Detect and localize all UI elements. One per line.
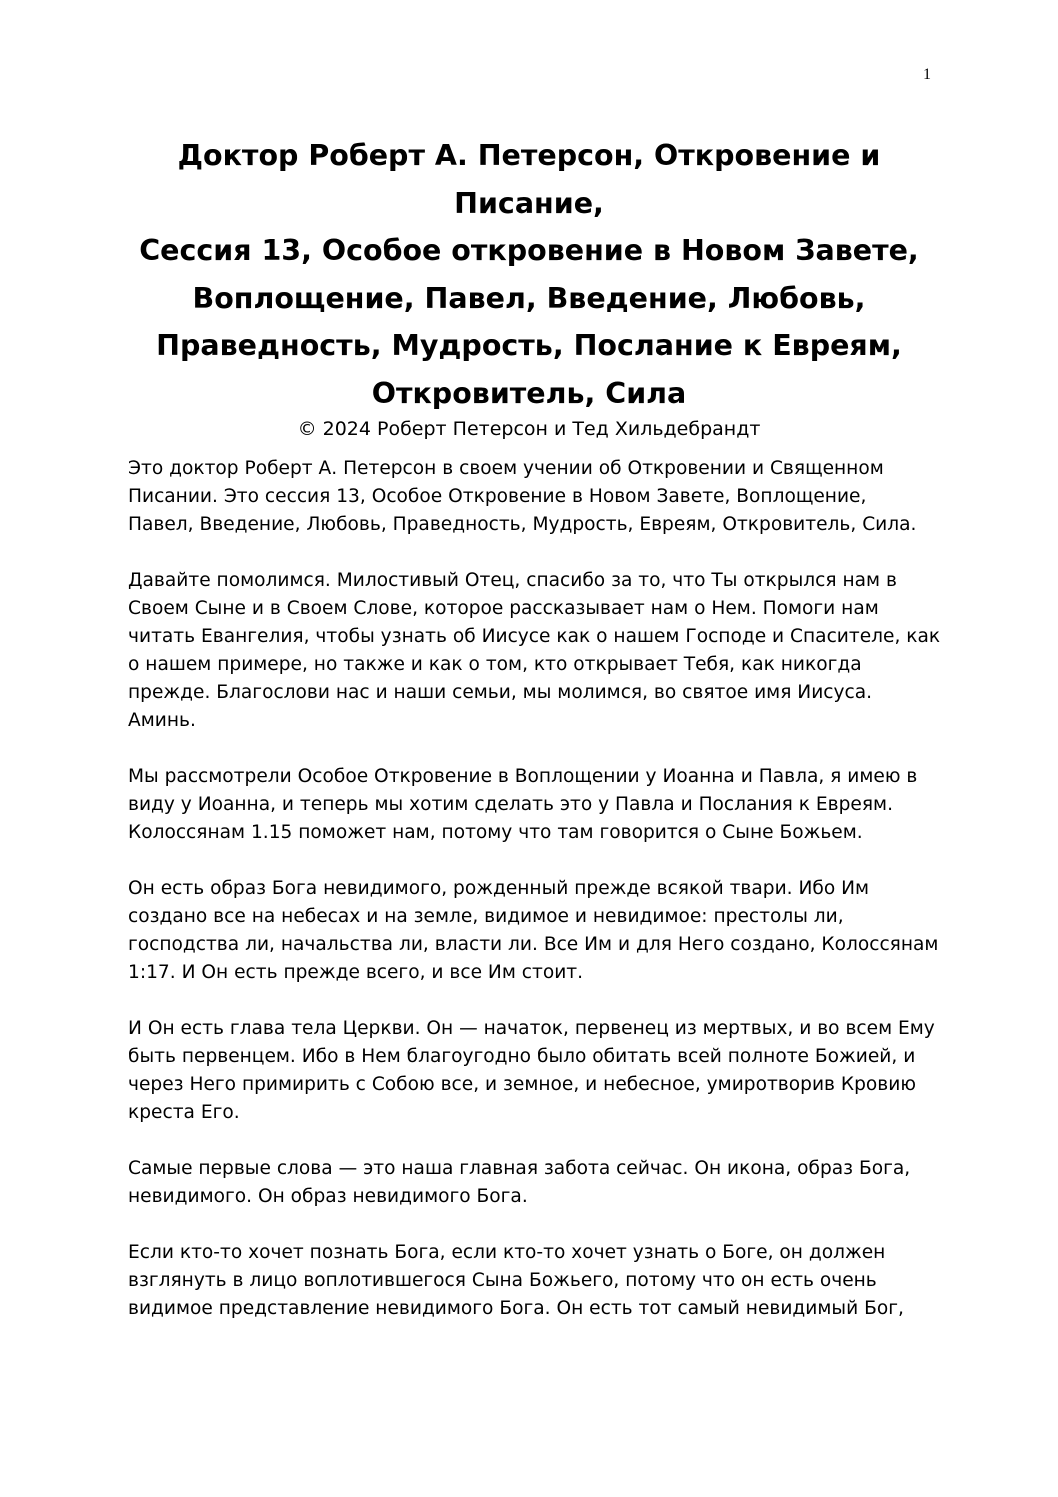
text-line: через Него примирить с Собою все, и земное, и небесное, умиротворив Кровию [128, 1074, 916, 1095]
text-line: 1:17. И Он есть прежде всего, и все Им стоит. [128, 962, 584, 983]
paragraph-first-words [128, 1155, 948, 1211]
text-line: Если кто-то хочет познать Бога, если кто-то хочет узнать о Боге, он должен [128, 1242, 886, 1263]
page-number: 1 [923, 66, 931, 83]
title-line: Сессия 13, Особое откровение в Новом Завете, [139, 234, 919, 267]
paragraph-scripture-1 [128, 875, 948, 987]
text-line: о нашем примере, но также и как о том, кто открывает Тебя, как никогда [128, 654, 862, 675]
text-line: читать Евангелия, чтобы узнать об Иисусе как о нашем Господе и Спасителе, как [128, 626, 941, 647]
title-line: Праведность, Мудрость, Послание к Евреям, [156, 329, 902, 362]
text-line: Павел, Введение, Любовь, Праведность, Мудрость, Евреям, Откровитель, Сила. [128, 514, 917, 535]
paragraph-colossians-intro [128, 763, 948, 847]
title-line: Откровитель, Сила [371, 376, 687, 410]
text-line: виду у Иоанна, и теперь мы хотим сделать это у Павла и Послания к Евреям. [128, 794, 893, 815]
text-line: видимое представление невидимого Бога. Он есть тот самый невидимый Бог, [128, 1298, 904, 1319]
text-line: Это доктор Роберт А. Петерсон в своем учении об Откровении и Священном [128, 458, 884, 479]
copyright-notice: © 2024 Роберт Петерсон и Тед Хильдебрандт [297, 418, 761, 440]
text-line: Мы рассмотрели Особое Откровение в Воплощении у Иоанна и Павла, я имею в [128, 766, 918, 787]
paragraph-scripture-2 [128, 1015, 948, 1127]
text-line: Писании. Это сессия 13, Особое Откровение в Новом Завете, Воплощение, [128, 486, 867, 507]
text-line: Аминь. [128, 710, 196, 731]
text-line: взглянуть в лицо воплотившегося Сына Божьего, потому что он есть очень [128, 1270, 877, 1291]
text-line: прежде. Благослови нас и наши семьи, мы молимся, во святое имя Иисуса. [128, 682, 873, 703]
text-line: господства ли, начальства ли, власти ли. Все Им и для Него создано, Колоссянам [128, 934, 939, 955]
text-line: И Он есть глава тела Церкви. Он — начаток, первенец из мертвых, и во всем Ему [128, 1018, 935, 1039]
text-line: креста Его. [128, 1102, 240, 1123]
text-line: Он есть образ Бога невидимого, рожденный прежде всякой твари. Ибо Им [128, 878, 870, 899]
title-line: Воплощение, Павел, Введение, Любовь, [192, 281, 866, 315]
title-line: Доктор Роберт А. Петерсон, Откровение и [177, 139, 881, 172]
text-line: создано все на небесах и на земле, видимое и невидимое: престолы ли, [128, 906, 844, 927]
text-line: Колоссянам 1.15 поможет нам, потому что там говорится о Сыне Божьем. [128, 822, 863, 843]
text-line: невидимого. Он образ невидимого Бога. [128, 1186, 528, 1207]
paragraph-intro [128, 455, 948, 539]
paragraph-prayer [128, 567, 948, 735]
text-line: Давайте помолимся. Милостивый Отец, спасибо за то, что Ты открылся нам в [128, 570, 897, 591]
title-line: Писание, [454, 186, 604, 220]
text-line: Своем Сыне и в Своем Слове, которое рассказывает нам о Нем. Помоги нам [128, 598, 879, 619]
body-text [128, 455, 948, 1351]
text-line: Самые первые слова — это наша главная забота сейчас. Он икона, образ Бога, [128, 1158, 911, 1179]
title-block [60, 132, 998, 441]
paragraph-knowing-god [128, 1239, 948, 1323]
text-line: быть первенцем. Ибо в Нем благоугодно было обитать всей полноте Божией, и [128, 1046, 916, 1067]
